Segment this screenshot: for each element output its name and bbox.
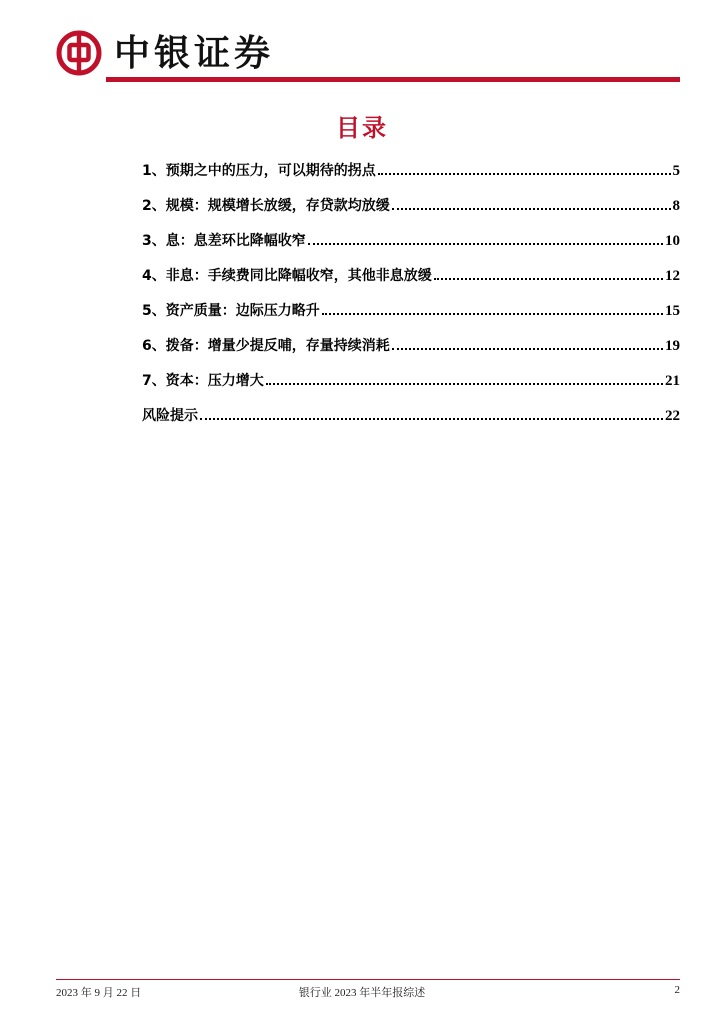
toc-entry[interactable] <box>142 370 680 405</box>
toc-entry[interactable] <box>142 230 680 265</box>
toc-leader-dots <box>266 372 663 385</box>
toc-entry[interactable] <box>142 405 680 440</box>
footer-doc-title: 银行业 2023 年半年报综述 <box>298 987 426 999</box>
footer-page-number: 2 <box>674 984 680 996</box>
table-of-contents <box>142 160 680 440</box>
toc-leader-dots <box>378 162 671 175</box>
toc-entry-page: 22 <box>665 408 680 424</box>
toc-entry[interactable] <box>142 265 680 300</box>
brand-name: 中银证券 <box>114 33 275 74</box>
toc-entry-page: 19 <box>665 338 680 354</box>
footer-date: 2023 年 9 月 22 日 <box>56 987 142 999</box>
toc-entry-page: 10 <box>665 233 680 249</box>
toc-entry-page: 8 <box>672 198 680 214</box>
toc-leader-dots <box>392 197 671 210</box>
toc-leader-dots <box>308 232 663 245</box>
header-divider <box>106 77 680 82</box>
toc-entry-label: 2、规模：规模增长放缓，存贷款均放缓 <box>142 198 390 214</box>
toc-entry-label: 7、资本：压力增大 <box>142 373 264 389</box>
toc-title: 目录 <box>336 114 388 142</box>
toc-entry[interactable] <box>142 195 680 230</box>
toc-entry-label: 3、息：息差环比降幅收窄 <box>142 233 306 249</box>
bank-of-china-logo-icon <box>56 30 102 76</box>
toc-leader-dots <box>392 337 663 350</box>
toc-entry-label: 5、资产质量：边际压力略升 <box>142 303 320 319</box>
toc-entry[interactable] <box>142 160 680 195</box>
toc-entry[interactable] <box>142 300 680 335</box>
footer-divider <box>56 979 680 980</box>
toc-leader-dots <box>200 407 663 420</box>
toc-entry-page: 5 <box>672 163 680 179</box>
toc-entry[interactable] <box>142 335 680 370</box>
toc-leader-dots <box>322 302 663 315</box>
page-header <box>56 28 680 80</box>
toc-entry-page: 15 <box>665 303 680 319</box>
toc-entry-page: 21 <box>665 373 680 389</box>
toc-entry-label: 6、拨备：增量少提反哺，存量持续消耗 <box>142 338 390 354</box>
toc-entry-label: 风险提示 <box>142 408 198 424</box>
toc-leader-dots <box>434 267 663 280</box>
toc-entry-label: 1、预期之中的压力，可以期待的拐点 <box>142 163 376 179</box>
toc-entry-page: 12 <box>665 268 680 284</box>
toc-entry-label: 4、非息：手续费同比降幅收窄，其他非息放缓 <box>142 268 432 284</box>
